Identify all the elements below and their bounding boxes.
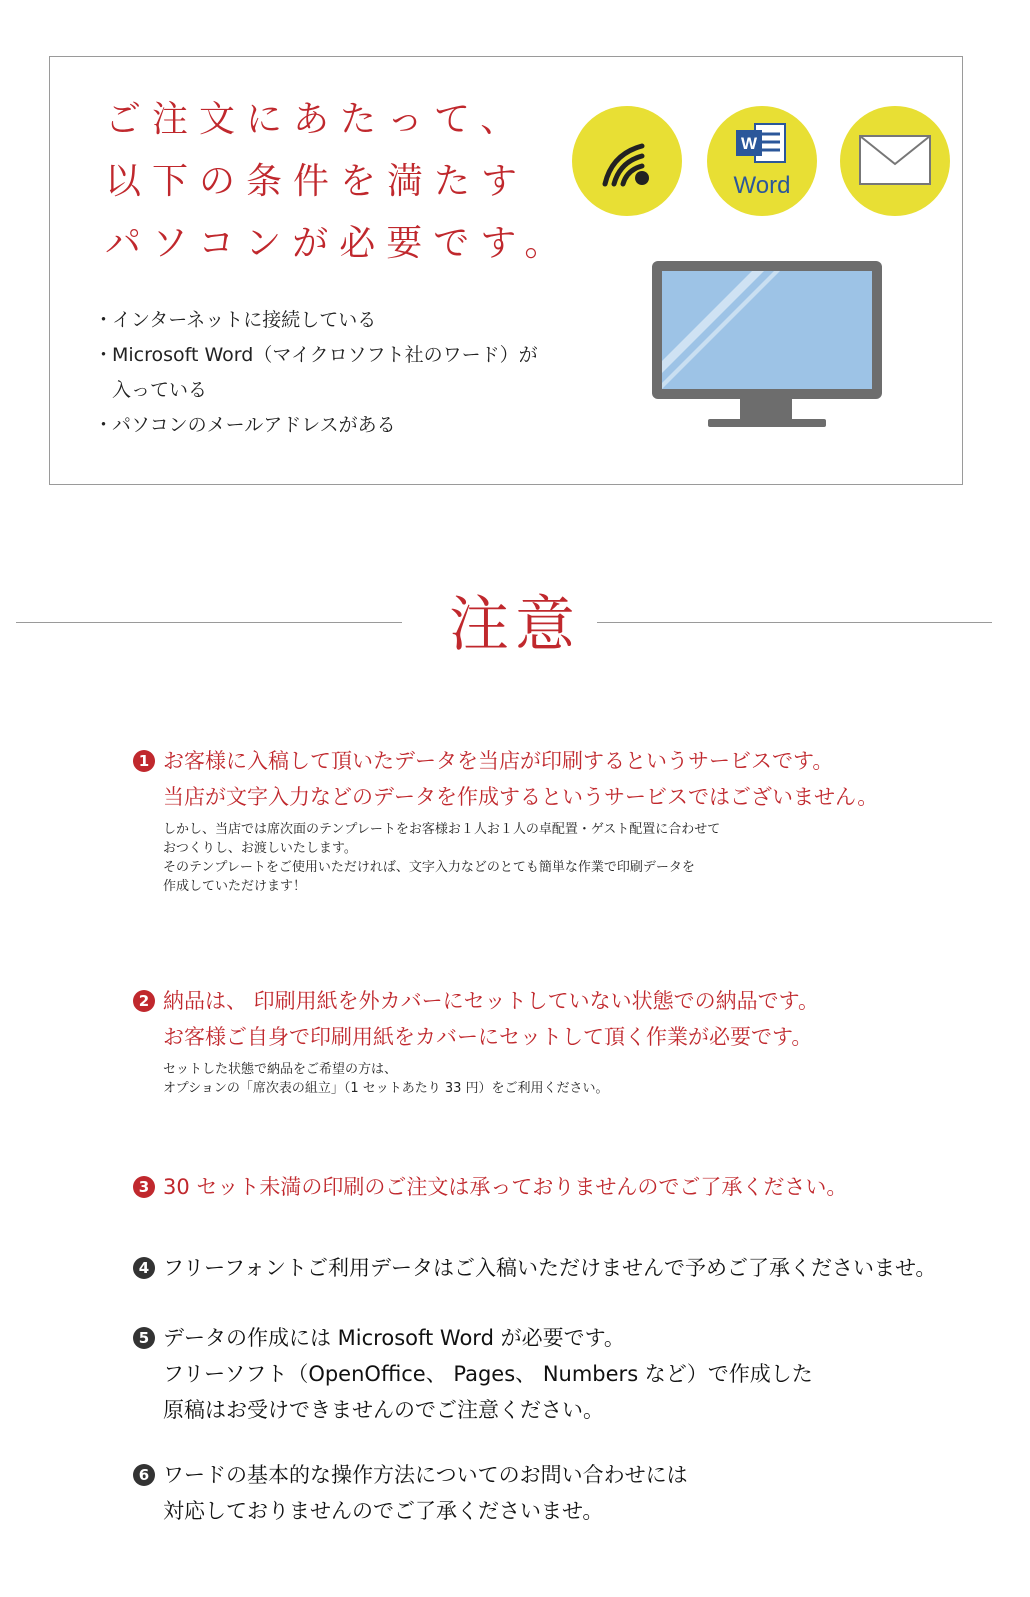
notice-item xyxy=(133,1169,847,1205)
notice-heading-line: 30 セット未満の印刷のご注文は承っておりませんのでご了承ください。 xyxy=(163,1175,848,1199)
notice-body-line: セットした状態で納品をご希望の方は、 xyxy=(163,1062,398,1077)
list-bullet: ・ xyxy=(94,309,114,331)
notice-item-heading xyxy=(133,1320,813,1428)
notice-item xyxy=(133,1250,936,1286)
notice-item-body xyxy=(133,820,878,896)
notice-item xyxy=(133,743,878,896)
notice-body-line: しかし、当店では席次面のテンプレートをお客様お１人お１人の卓配置・ゲスト配置に合わせて xyxy=(163,822,721,837)
number-badge: 5 xyxy=(133,1327,155,1349)
notice-item-body xyxy=(133,1060,819,1098)
notice-heading-line: お客様ご自身で印刷用紙をカバーにセットして頂く作業が必要です。 xyxy=(163,1025,813,1049)
requirements-heading xyxy=(105,89,571,275)
notice-heading-line: 対応しておりませんのでご了承くださいませ。 xyxy=(163,1499,604,1523)
requirement-text: インターネットに接続している xyxy=(112,309,377,331)
notice-item-heading xyxy=(133,1250,936,1286)
monitor-icon xyxy=(650,261,882,431)
requirement-text: Microsoft Word（マイクロソフト社のワード）が xyxy=(112,344,538,366)
requirements-box xyxy=(49,56,963,485)
notice-heading-line: 納品は、 印刷用紙を外カバーにセットしていない状態での納品です。 xyxy=(163,989,819,1013)
notice-heading-line: データの作成には Microsoft Word が必要です。 xyxy=(163,1326,625,1350)
requirement-item xyxy=(94,303,538,338)
notice-heading-line: フリーフォントご利用データはご入稿いただけませんで予めご了承くださいませ。 xyxy=(163,1256,937,1280)
requirements-heading-line: 以下の条件を満たす xyxy=(105,161,529,202)
notice-body-line: 作成していただけます！ xyxy=(163,879,307,894)
section-divider-right xyxy=(597,622,992,623)
requirement-item xyxy=(94,338,538,408)
notice-heading-line: フリーソフト（OpenOffice、 Pages、 Numbers など）で作成した xyxy=(163,1362,813,1386)
word-icon-label: Word xyxy=(733,172,791,199)
number-badge: 3 xyxy=(133,1176,155,1198)
notice-item xyxy=(133,983,819,1098)
requirement-text: パソコンのメールアドレスがある xyxy=(112,414,396,436)
notice-body-line: おつくりし、お渡しいたします。 xyxy=(163,841,357,856)
notice-item xyxy=(133,1457,688,1529)
list-bullet: ・ xyxy=(94,344,114,366)
notice-item-heading xyxy=(133,983,819,1055)
requirements-heading-line: パソコンが必要です。 xyxy=(105,223,572,264)
requirement-item xyxy=(94,408,538,443)
word-icon xyxy=(707,106,817,216)
list-bullet: ・ xyxy=(94,414,114,436)
notice-item xyxy=(133,1320,813,1428)
notice-heading-line: 当店が文字入力などのデータを作成するというサービスではございません。 xyxy=(163,785,879,809)
notice-body-line: オプションの「席次表の組立」（1 セットあたり 33 円）をご利用ください。 xyxy=(163,1081,609,1096)
notice-heading-line: ワードの基本的な操作方法についてのお問い合わせには xyxy=(163,1463,688,1487)
notice-item-heading xyxy=(133,1457,688,1529)
notice-heading-line: 原稿はお受けできませんのでご注意ください。 xyxy=(163,1398,604,1422)
notice-title: 注意 xyxy=(449,590,581,660)
notice-item-heading xyxy=(133,743,878,815)
requirements-heading-line: ご注文にあたって、 xyxy=(105,99,528,140)
requirements-list xyxy=(94,303,538,443)
number-badge: 4 xyxy=(133,1257,155,1279)
notice-item-heading xyxy=(133,1169,847,1205)
requirement-text-continuation: 入っている xyxy=(112,379,208,401)
number-badge: 1 xyxy=(133,750,155,772)
word-icon-letter: W xyxy=(740,134,758,153)
number-badge: 6 xyxy=(133,1464,155,1486)
notice-heading-line: お客様に入稿して頂いたデータを当店が印刷するというサービスです。 xyxy=(163,749,834,773)
mail-icon xyxy=(840,106,950,216)
number-badge: 2 xyxy=(133,990,155,1012)
wifi-icon xyxy=(572,106,682,216)
notice-body-line: そのテンプレートをご使用いただければ、文字入力などのとても簡単な作業で印刷データを xyxy=(163,860,695,875)
